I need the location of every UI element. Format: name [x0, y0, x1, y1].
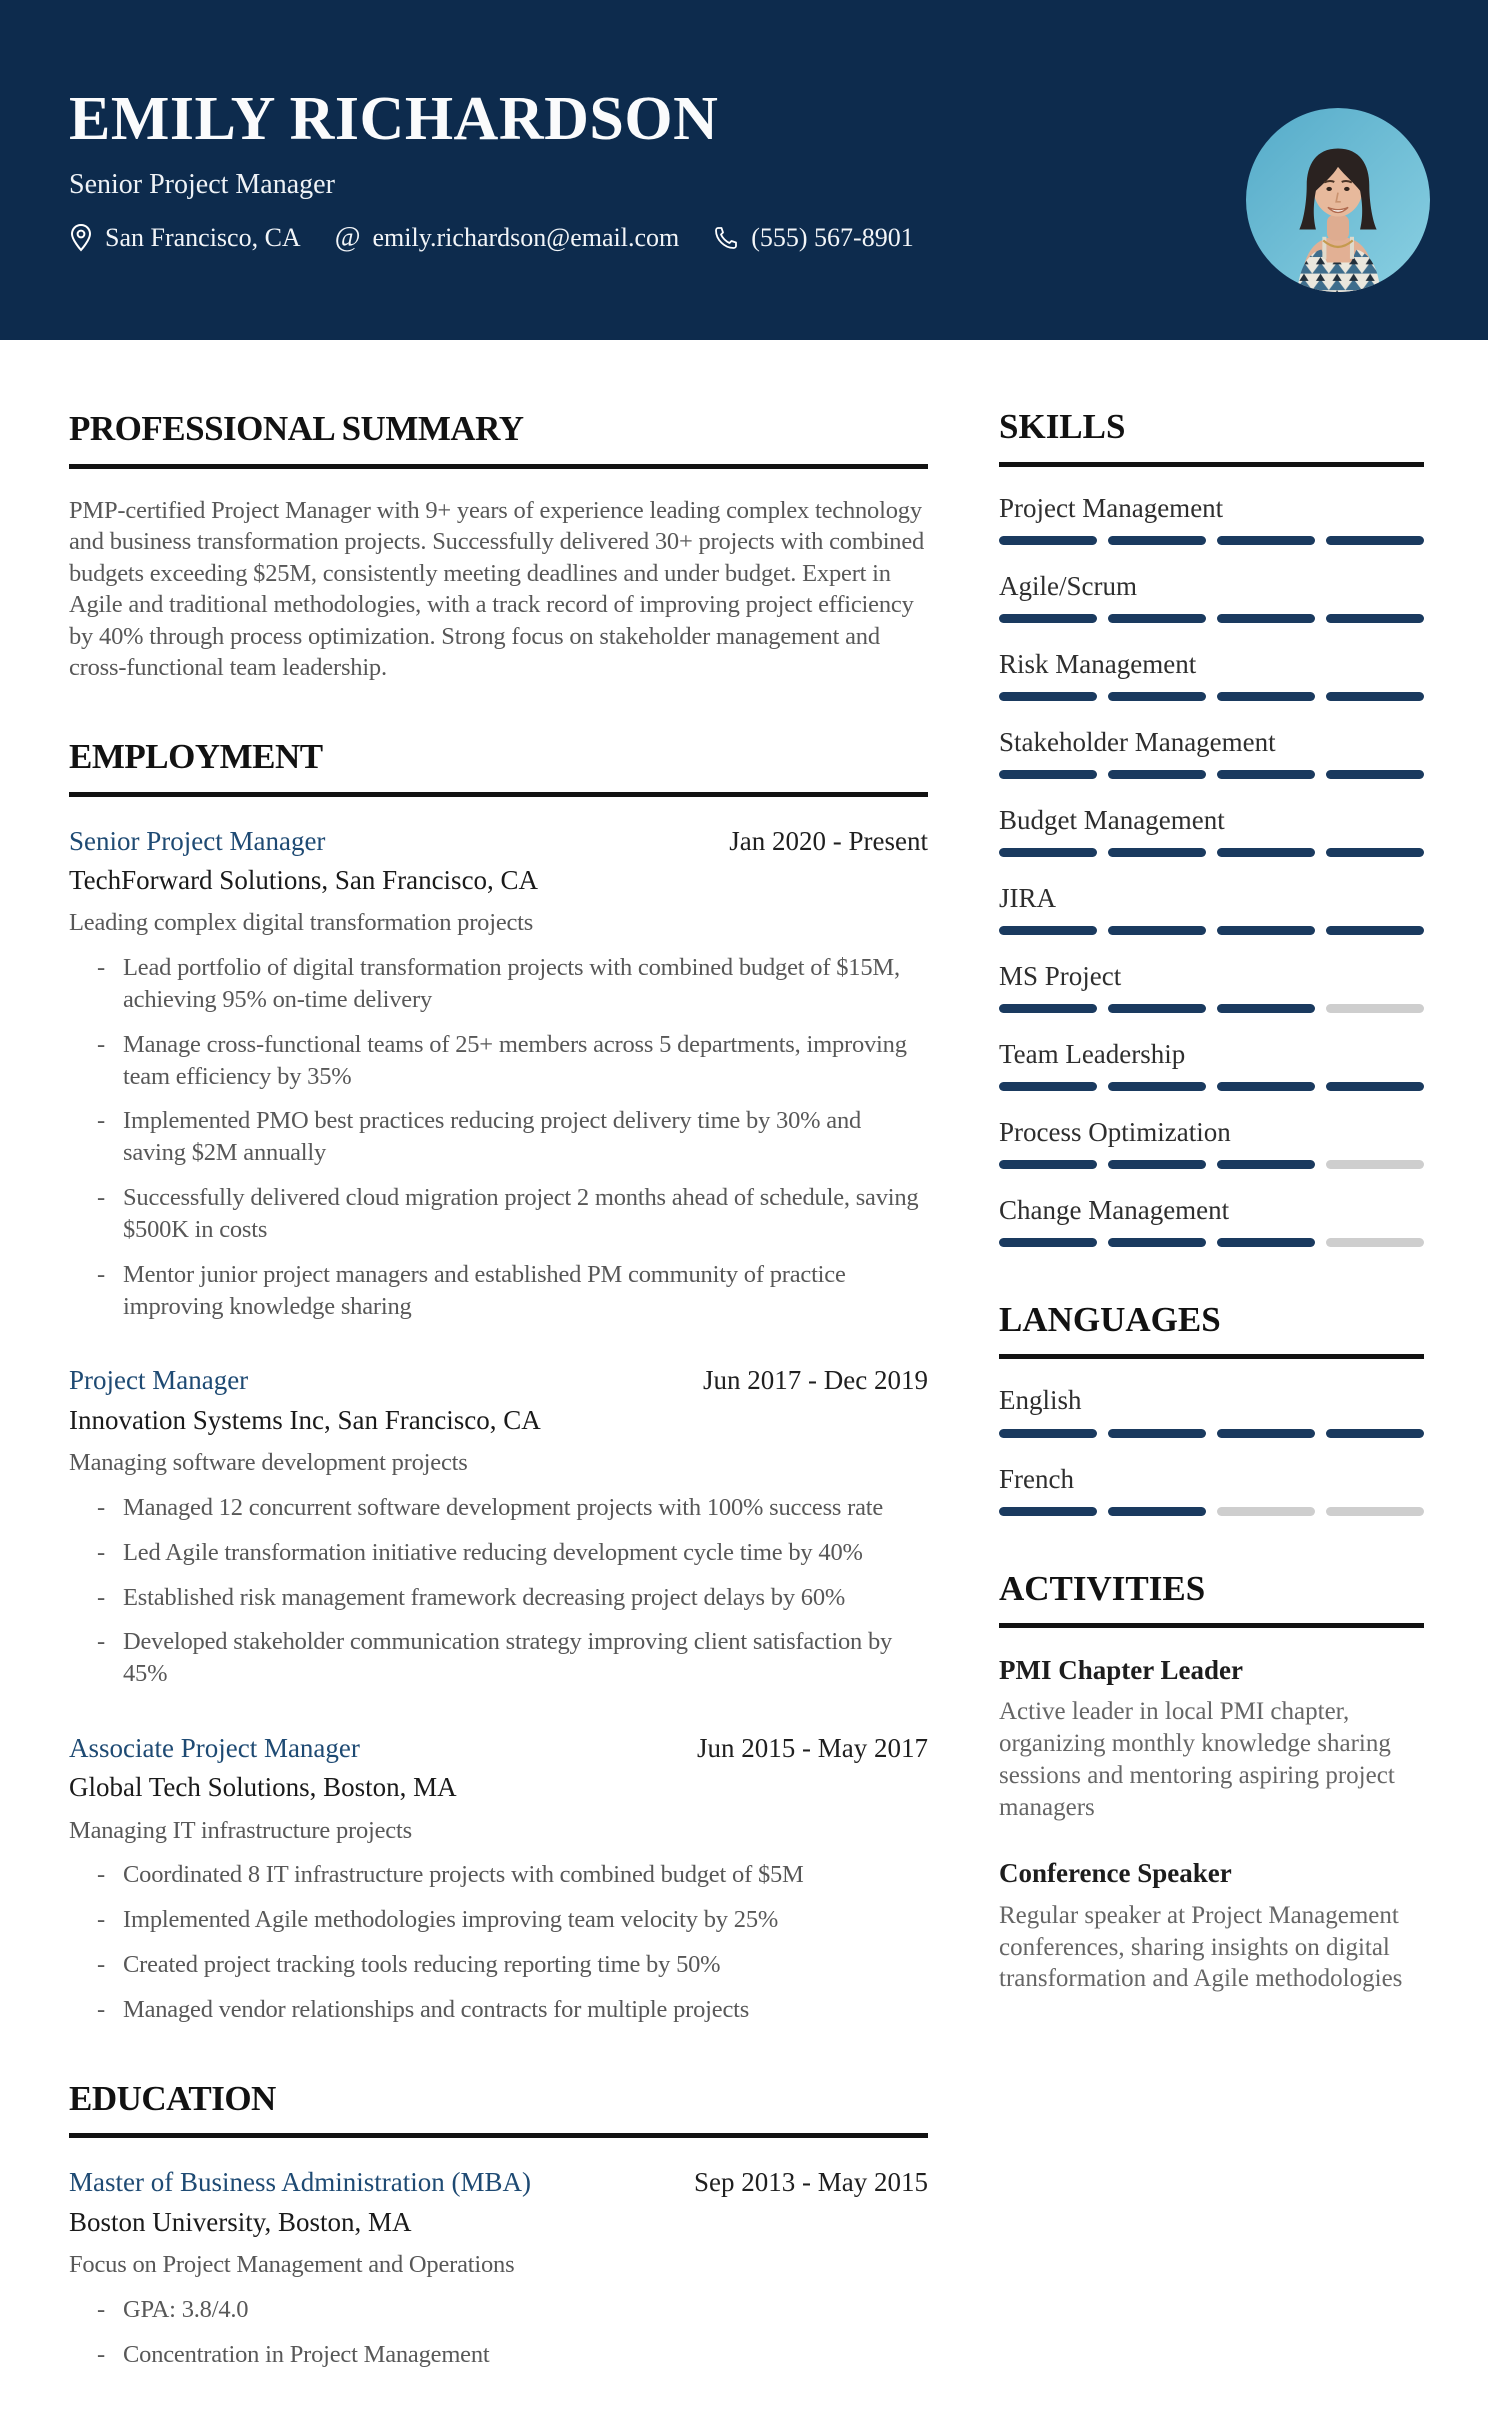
job-bullets	[97, 952, 928, 1322]
language-item	[999, 1464, 1424, 1516]
summary-heading: PROFESSIONAL SUMMARY	[69, 410, 928, 469]
skill-bar-segment	[1108, 1238, 1206, 1247]
job-bullet: - Developed stakeholder communication strategy improving client satisfaction by 45%	[97, 1626, 928, 1690]
summary-text: PMP-certified Project Manager with 9+ years of experience leading complex technology and business transformation projects. Successfully delivered 30+ projects with combined budgets exceeding $25M, consistently meeting deadlines and under budget. Expert in Agile and traditional methodologies, with a track record of improving project efficiency by 40% through process optimization. Strong focus on stakeholder management and cross-functional team leadership.	[69, 496, 925, 682]
skill-item	[999, 1039, 1424, 1091]
skill-bar-segment	[999, 692, 1097, 701]
section-activities	[999, 1570, 1424, 1996]
contact-email	[335, 223, 680, 253]
skill-bar	[999, 692, 1424, 701]
skill-label: MS Project	[999, 960, 1122, 991]
skill-bar-segment	[1217, 614, 1315, 623]
skill-bar-segment	[1108, 848, 1206, 857]
skill-bar-segment	[1326, 926, 1424, 935]
language-bar-segment	[1108, 1507, 1206, 1516]
contact-location-text: San Francisco, CA	[105, 222, 301, 252]
skill-bar	[999, 770, 1424, 779]
section-professional-summary	[69, 410, 928, 684]
languages-heading: LANGUAGES	[999, 1301, 1424, 1360]
skill-bar-segment	[999, 1160, 1097, 1169]
profile-photo	[1246, 108, 1430, 292]
employment-heading: EMPLOYMENT	[69, 738, 928, 797]
skill-bar-segment	[1326, 1160, 1424, 1169]
language-item	[999, 1385, 1424, 1437]
section-education	[69, 2080, 928, 2371]
skill-bar-segment	[1108, 614, 1206, 623]
skill-bar	[999, 926, 1424, 935]
skill-bar	[999, 1160, 1424, 1169]
job-bullet: - Implemented PMO best practices reducing project delivery time by 30% and saving $2M annually	[97, 1105, 928, 1169]
job-bullets	[97, 1492, 928, 1690]
skill-label: Process Optimization	[999, 1116, 1231, 1147]
job-entry	[69, 1364, 928, 1690]
skill-bar-segment	[1108, 1004, 1206, 1013]
skill-bar-segment	[999, 926, 1097, 935]
degree-bullets	[97, 2294, 928, 2371]
skill-item	[999, 649, 1424, 701]
skill-bar-segment	[999, 614, 1097, 623]
skill-bar-segment	[1217, 1082, 1315, 1091]
section-languages	[999, 1301, 1424, 1516]
skill-label: Agile/Scrum	[999, 570, 1137, 601]
skill-label: Project Management	[999, 492, 1224, 523]
job-bullet: - Lead portfolio of digital transformation projects with combined budget of $15M, achieving 95% on-time delivery	[97, 952, 928, 1016]
contact-phone-text: (555) 567-8901	[751, 222, 914, 252]
skill-item	[999, 727, 1424, 779]
skill-bar-segment	[999, 1082, 1097, 1091]
language-bar-segment	[999, 1429, 1097, 1438]
job-company: Global Tech Solutions, Boston, MA	[69, 1772, 457, 1803]
language-bar-segment	[1326, 1429, 1424, 1438]
job-summary: Managing IT infrastructure projects	[69, 1816, 412, 1844]
skill-bar-segment	[1326, 848, 1424, 857]
contact-row	[69, 223, 948, 253]
job-bullet: - Coordinated 8 IT infrastructure projects with combined budget of $5M	[97, 1859, 928, 1891]
skill-label: Budget Management	[999, 804, 1225, 835]
degree-bullet: - GPA: 3.8/4.0	[97, 2294, 928, 2326]
degree-school: Boston University, Boston, MA	[69, 2206, 412, 2237]
left-column	[69, 340, 928, 2424]
job-bullet: - Manage cross-functional teams of 25+ members across 5 departments, improving team efficiency by 35%	[97, 1029, 928, 1093]
degree-title: Master of Business Administration (MBA)	[69, 2167, 531, 2198]
skills-heading: SKILLS	[999, 408, 1424, 467]
activity-text: Active leader in local PMI chapter, organizing monthly knowledge sharing sessions and mentoring aspiring project managers	[999, 1698, 1395, 1821]
activity-title: PMI Chapter Leader	[999, 1655, 1243, 1686]
skill-item	[999, 961, 1424, 1013]
job-dates: Jan 2020 - Present	[729, 825, 928, 856]
skill-bar	[999, 1004, 1424, 1013]
phone-icon	[713, 225, 739, 251]
job-bullets	[97, 1859, 928, 2025]
skill-item	[999, 1195, 1424, 1247]
skill-bar-segment	[1217, 848, 1315, 857]
education-heading: EDUCATION	[69, 2080, 928, 2139]
skill-bar	[999, 1082, 1424, 1091]
degree-dates: Sep 2013 - May 2015	[694, 2167, 928, 2198]
skill-bar-segment	[1217, 770, 1315, 779]
skill-bar-segment	[1217, 536, 1315, 545]
degree-summary: Focus on Project Management and Operations	[69, 2251, 515, 2279]
skill-bar-segment	[1217, 692, 1315, 701]
skill-bar-segment	[1326, 1238, 1424, 1247]
email-at-icon: @	[334, 221, 361, 253]
main-content	[0, 340, 1488, 2424]
job-bullet: - Created project tracking tools reducing reporting time by 50%	[97, 1949, 928, 1981]
language-bar-segment	[999, 1507, 1097, 1516]
job-entry	[69, 1732, 928, 2026]
skill-bar-segment	[1108, 1082, 1206, 1091]
skill-bar-segment	[1326, 1004, 1424, 1013]
activity-item	[999, 1654, 1424, 1823]
job-title: Senior Project Manager	[69, 825, 326, 856]
job-title: Associate Project Manager	[69, 1733, 360, 1764]
skill-label: Team Leadership	[999, 1038, 1186, 1069]
job-bullet: - Implemented Agile methodologies improving team velocity by 25%	[97, 1904, 928, 1936]
degree-entry	[69, 2166, 928, 2370]
skill-bar-segment	[1217, 926, 1315, 935]
activity-title: Conference Speaker	[999, 1858, 1232, 1889]
skill-bar-segment	[1108, 692, 1206, 701]
job-company: TechForward Solutions, San Francisco, CA	[69, 864, 539, 895]
skill-item	[999, 493, 1424, 545]
skill-bar-segment	[1108, 536, 1206, 545]
location-pin-icon	[69, 223, 93, 253]
contact-email-text: emily.richardson@email.com	[372, 222, 680, 252]
person-name: EMILY RICHARDSON	[69, 85, 719, 154]
job-dates: Jun 2015 - May 2017	[697, 1733, 928, 1764]
job-bullet: - Established risk management framework decreasing project delays by 60%	[97, 1582, 928, 1614]
skill-bar-segment	[1217, 1160, 1315, 1169]
degree-bullet: - Concentration in Project Management	[97, 2339, 928, 2371]
skill-bar-segment	[1217, 1004, 1315, 1013]
job-bullet: - Mentor junior project managers and established PM community of practice improving knowledge sharing	[97, 1259, 928, 1323]
profile-photo-illustration	[1246, 108, 1430, 292]
language-bar-segment	[1217, 1429, 1315, 1438]
skill-bar-segment	[999, 536, 1097, 545]
job-bullet: - Managed vendor relationships and contracts for multiple projects	[97, 1994, 928, 2026]
job-company: Innovation Systems Inc, San Francisco, CA	[69, 1404, 541, 1435]
skill-bar-segment	[999, 770, 1097, 779]
skill-label: JIRA	[999, 882, 1057, 913]
job-bullet: - Managed 12 concurrent software development projects with 100% success rate	[97, 1492, 928, 1524]
skill-bar-segment	[1108, 1160, 1206, 1169]
language-bar	[999, 1429, 1424, 1438]
skill-bar	[999, 848, 1424, 857]
skill-bar-segment	[1108, 770, 1206, 779]
skill-label: Risk Management	[999, 648, 1197, 679]
job-summary: Managing software development projects	[69, 1449, 468, 1477]
skill-bar-segment	[1108, 926, 1206, 935]
skill-bar-segment	[1217, 1238, 1315, 1247]
section-employment	[69, 738, 928, 2026]
skill-bar-segment	[1326, 770, 1424, 779]
skill-label: Stakeholder Management	[999, 726, 1276, 757]
language-bar-segment	[1108, 1429, 1206, 1438]
skill-bar-segment	[999, 848, 1097, 857]
header	[0, 0, 1488, 340]
skill-item	[999, 571, 1424, 623]
skill-bar	[999, 614, 1424, 623]
section-skills	[999, 408, 1424, 1247]
skill-bar-segment	[999, 1238, 1097, 1247]
job-entry	[69, 825, 928, 1323]
skill-bar-segment	[1326, 536, 1424, 545]
language-bar	[999, 1507, 1424, 1516]
person-job-title: Senior Project Manager	[69, 168, 335, 200]
language-bar-segment	[1326, 1507, 1424, 1516]
skill-bar-segment	[1326, 614, 1424, 623]
skill-bar-segment	[1326, 1082, 1424, 1091]
skill-item	[999, 883, 1424, 935]
activity-text: Regular speaker at Project Management conferences, sharing insights on digital transformation and Agile methodologies	[999, 1901, 1403, 1993]
skill-bar	[999, 1238, 1424, 1247]
job-title: Project Manager	[69, 1365, 249, 1396]
skill-bar	[999, 536, 1424, 545]
skill-item	[999, 1117, 1424, 1169]
language-bar-segment	[1217, 1507, 1315, 1516]
skill-bar-segment	[999, 1004, 1097, 1013]
header-identity	[69, 87, 948, 252]
job-summary: Leading complex digital transformation projects	[69, 909, 534, 937]
language-label: French	[999, 1463, 1074, 1494]
activity-item	[999, 1857, 1424, 1995]
skill-bar-segment	[1326, 692, 1424, 701]
contact-location	[69, 223, 301, 253]
contact-phone	[713, 223, 913, 253]
language-label: English	[999, 1385, 1082, 1416]
activities-heading: ACTIVITIES	[999, 1570, 1424, 1629]
skill-item	[999, 805, 1424, 857]
right-column	[999, 340, 1424, 2424]
job-bullet: - Successfully delivered cloud migration project 2 months ahead of schedule, saving $500K in costs	[97, 1182, 928, 1246]
skill-label: Change Management	[999, 1194, 1230, 1225]
job-dates: Jun 2017 - Dec 2019	[703, 1365, 928, 1396]
job-bullet: - Led Agile transformation initiative reducing development cycle time by 40%	[97, 1537, 928, 1569]
